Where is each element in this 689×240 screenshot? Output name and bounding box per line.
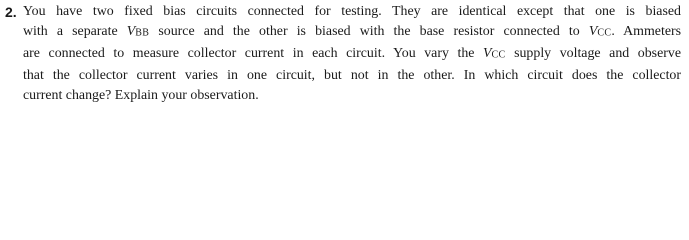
line-2-text-c: . Ammeters [611,24,682,40]
vbb-symbol: VBB [126,24,150,40]
vcc-symbol: VCC [588,24,612,40]
line-3-text-a: are connected to measure collector current in each circuit. You vary the [23,45,484,61]
question-block [5,2,681,106]
question-line-4: that the collector current varies in one circuit, but not in the other. In which circuit does the collector [23,67,681,83]
line-3-text-b: supply voltage and observe [505,45,681,61]
question-line-1: You have two fixed bias circuits connected for testing. They are identical except that one is biased [23,4,681,19]
vcc-subscript: CC [597,27,612,39]
line-2-text-a: with a separate [23,24,127,40]
question-number: 2. [5,4,17,20]
vbb-subscript: BB [135,27,150,39]
line-2-text-b: source and the other is biased with the base resistor connected to [149,24,589,40]
vcc-symbol: VCC [483,45,506,61]
question-text [23,2,681,106]
question-line-3 [23,44,681,66]
question-line-5: current change? Explain your observation. [23,87,259,103]
question-line-2 [23,22,681,44]
vcc-subscript: CC [491,49,506,61]
